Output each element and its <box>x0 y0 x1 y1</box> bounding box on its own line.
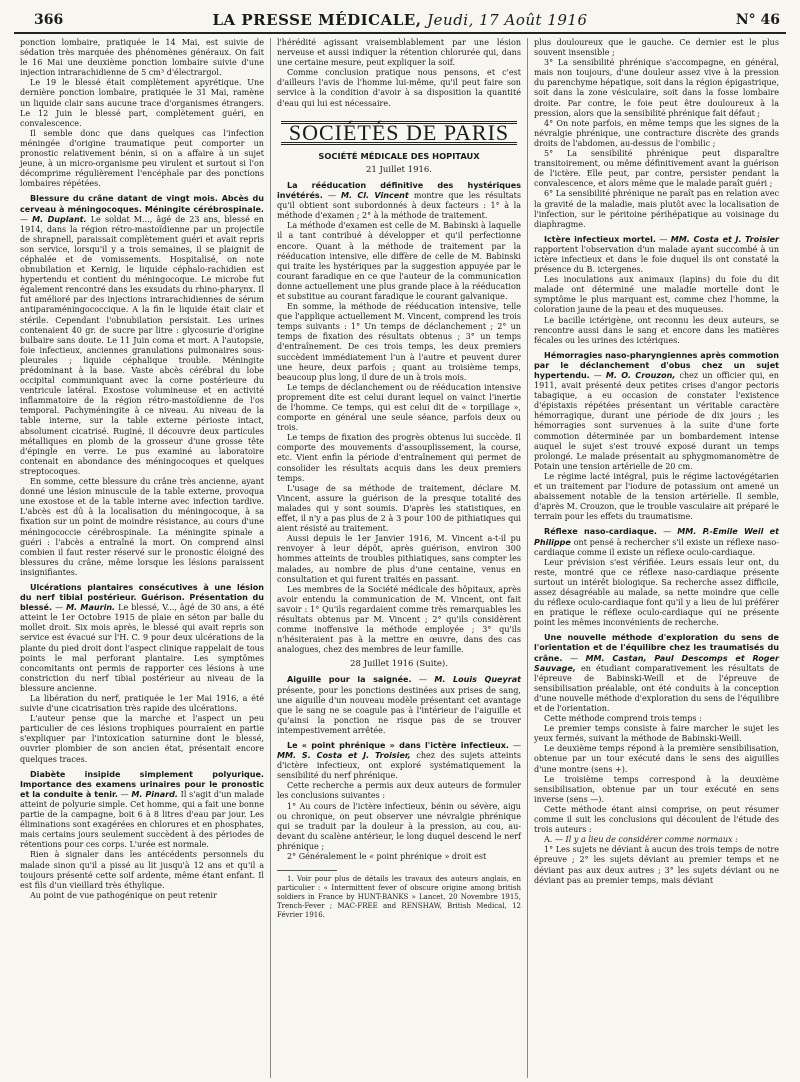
article-author: M. O. Crouzon, <box>605 371 676 380</box>
paragraph: L'auteur pense que la marche et l'aspect un peu particulier de ces lésions trophiques pourraient en partie s'expliquer par l'intoxication saturnine dont le blessé, ouvrier plombier de son ancien état, présentait encore quelques traces. <box>20 714 264 764</box>
session-date: 28 Juillet 1916 (Suite). <box>350 659 448 670</box>
section-banner <box>277 121 521 145</box>
paragraph: Le temps de fixation des progrès obtenus lui succède. Il comporte des mouvements d'assouplissement, la course, etc. Vient enfin la période d'entraînement qui permet de consolider les résultats acquis dans les deux premiers temps. <box>277 433 521 483</box>
paragraph: Les inoculations aux animaux (lapins) du foie du dit malade ont déterminé une maladie mortelle dont le symptôme le plus marquant est, comme chez l'homme, la coloration jaune de la peau et des muqueuses. <box>534 275 779 315</box>
issue-number: N° 46 <box>735 12 780 28</box>
article-heading: Aiguille pour la saignée. <box>287 675 412 685</box>
article-text: Le soldat M..., âgé de 23 ans, blessé en 1914, dans la région rétro-mastoïdienne par un projectile de shrapnell, paraissait complètement guéri et avait repris son service, lorsqu'il y a trois semaines, il se plaignit de céphalée et de vomissements. Hospitalisé, on note obnubilation et Kernig, le liquide céphalo-rachidien est hypertendu et contient du méningocoque. Le microbe fut également rencontré dans les exsudats du rhino-pharynx. Il fut amélioré par des injections intrarachidiennes de sérum antiparaméningococcique. A la fin le liquide était clair et stérile. Cependant l'obnubilation persistait. Les urines contenaient 40 gr. de sucre par litre : glycosurie d'origine bulbaire sans doute. Le 11 Juin coma et mort. A l'autopsie, foie infectieux, anciennes granulations pulmonaires sous-pleurales ; liquide céphalique trouble. Méningite prédominant à la base. Vaste abcès cérébral du lobe occipital communiquant avec la corne postérieure du ventricule latéral. Exostose volumineuse et en activité inflammatoire de la région rétro-mastoïdienne de l'os temporal. Pachyméningite à ce niveau. Au niveau de la table interne, sur la table externe périoste intact, absolument cicatrisé. Ruginé, il découvre deux particules métalliques en plomb de la grosseur d'une grosse tête d'épingle en verre. Le pus examiné au laboratoire contenait en abondance des méningocoques et quelques streptocoques. <box>20 214 264 476</box>
society-name: SOCIÉTÉ MÉDICALE DES HOPITAUX <box>318 150 480 161</box>
list-marker: A. — <box>544 835 563 845</box>
paragraph: Le 19 le blessé était complètement apyrétique. Une dernière ponction lombaire, pratiquée le 31 Mai, ramène un liquide clair sans aucune trace d'organismes étrangers. Le 12 Juin le blessé part, complètement guéri, en convalescence. <box>20 78 264 128</box>
paragraph: Au point de vue pathogénique on peut retenir <box>30 890 217 900</box>
section-title: SOCIÉTÉS DE PARIS <box>281 121 517 145</box>
paragraph: Cette méthode étant ainsi comprise, on peut résumer comme il suit les conclusions qui découlent de l'étude des trois auteurs : <box>534 804 779 835</box>
article-heading: Le « point phrénique » dans l'ictère infectieux. <box>287 741 509 750</box>
paragraph: Le premier temps consiste à faire marcher le sujet les yeux fermés, suivant la méthode de Babinski-Weill. <box>534 724 779 744</box>
article-heading: Diabète insipide simplement polyurique. Importance des examens urinaires pour le pronostic et la conduite à tenir. <box>20 769 264 799</box>
article-heading: Blessure du crâne datant de vingt mois. Abcès du cerveau à méningocoques. Méningite cérébrospinale. <box>20 194 264 214</box>
article-author: MM. P.-Emile Weil et Philippe <box>534 527 779 547</box>
article: Blessure du crâne datant de vingt mois. Abcès du cerveau à méningocoques. Méningite cérébrospinale. — M. Duplant. Le soldat M..., âgé de 23 ans, blessé en 1914, dans la région rétro-mastoïdienne par un projectile de shrapnell, paraissait complètement guéri et avait repris son service, lorsqu'il y a trois semaines, il se plaignit de céphalée et de vomissements. Hospitalisé, on note obnubilation et Kernig, le liquide céphalo-rachidien est hypertendu et contient du méningocoque. Le microbe fut également rencontré dans les exsudats du rhino-pharynx. Il fut amélioré par des injections intrarachidiennes de sérum antiparaméningococcique. A la fin le liquide était clair et stérile. Cependant l'obnubilation persistait. Les urines contenaient 40 gr. de sucre par litre : glycosurie d'origine bulbaire sans doute. Le 11 Juin coma et mort. A l'autopsie, foie infectieux, anciennes granulations pulmonaires sous-pleurales ; liquide céphalique trouble. Méningite prédominant à la base. Vaste abcès cérébral du lobe occipital communiquant avec la corne postérieure du ventricule latéral. Exostose volumineuse et en activité inflammatoire de la région rétro-mastoïdienne de l'os temporal. Pachyméningite à ce niveau. Au niveau de la table interne, sur la table externe périoste intact, absolument cicatrisé. Ruginé, il découvre deux particules métalliques en plomb de la grosseur d'une grosse tête d'épingle en verre. Le pus examiné au laboratoire contenait en abondance des méningocoques et quelques streptocoques. <box>20 194 264 476</box>
journal-title: LA PRESSE MÉDICALE, <box>212 11 422 29</box>
article: Le « point phrénique » dans l'ictère infectieux. — MM. S. Costa et J. Troisier, chez des sujets atteints d'ictère infectieux, ont exploré systématiquement la sensibilité du nerf phrénique. <box>277 741 521 781</box>
article: Une nouvelle méthode d'exploration du sens de l'orientation et de l'équilibre chez les traumatisés du crâne. — MM. Castan, Paul Descomps et Roger Sauvage, en étudiant comparativement les résultats de l'épreuve de Babinski-Weill et de l'épreuve de sensibilisation préalable, ont été conduits à la conception d'une nouvelle méthode d'exploration du sens de l'équilibre et de l'orientation. <box>534 633 779 713</box>
paragraph: Le bacille ictérigène, ont reconnu les deux auteurs, se rencontre aussi dans le sang et encore dans les matières fécales ou les urines des ictériques. <box>534 315 779 345</box>
article-text: montre que les résultats qu'il obtient sont subordonnés à deux facteurs : 1° à la méthode d'examen ; 2° à la méthode de traitement. <box>277 191 522 221</box>
paragraph: Rien à signaler dans les antécédents personnels du malade sinon qu'il a pissé au lit jusqu'à 12 ans et qu'il a toujours présenté cette soif ardente, même étant enfant. Il est fils d'un vieillard très éthylique. <box>20 850 264 890</box>
paragraph <box>534 835 779 845</box>
page-header <box>14 10 786 34</box>
article-text: chez des sujets atteints d'ictère infectieux, ont exploré systématiquement la sensibilité du nerf phrénique. <box>277 751 521 781</box>
article-author: M. Pinard. <box>131 789 178 799</box>
paragraph: 2° Généralement le « point phrénique » droit est <box>287 852 487 862</box>
paragraph: Comme conclusion pratique nous pensons, et c'est d'ailleurs l'avis de l'homme lui-même, qu'il peut faire son service à la condition d'avoir à sa disposition la quantité d'eau qui lui est nécessaire. <box>277 68 521 108</box>
article-text: Le blessé, V..., âgé de 30 ans, a été atteint le 1er Octobre 1915 de plaie en séton par balle du mollet droit. Six mois après, le blessé qui avait repris son service est évacué sur l'H. C. 9 pour deux ulcérations de la plante du pied droit dont l'aspect clinique rappelait de tous points le mal perforant plantaire. Les symptômes concomitants ont permis de rapporter ces lésions à une constriction du nerf tibial postérieur au niveau de la blessure ancienne. <box>20 603 265 693</box>
article: Aiguille pour la saignée. — M. Louis Queyrat présente, pour les ponctions destinées aux prises de sang, une aiguille d'un nouveau modèle présentant cet avantage que le sang ne se coagule pas à l'intérieur de l'aiguille et qu'ainsi la ponction ne risque pas de se trouver intempestivement arrêtée. <box>277 675 521 735</box>
paragraph: Le régime lacté intégral, puis le régime lactovégétarien et un traitement par l'iodure de potassium ont amené un abaissement notable de la tension artérielle. Il semble, d'après M. Crouzon, que le trouble vasculaire ait préparé le terrain pour les effets du traumatisme. <box>534 471 779 522</box>
article-heading: La rééducation définitive des hystériques invétérés. <box>277 180 521 201</box>
article: La rééducation définitive des hystériques invétérés. — M. Cl. Vincent montre que les résultats qu'il obtient sont subordonnés à deux facteurs : 1° à la méthode d'examen ; 2° à la méthode de traitement. <box>277 180 522 221</box>
article-text: chez un officier qui, en 1911, avait présenté deux petites crises d'angor pectoris tabagique, a eu occasion de constater l'existence d'épistaxis répétées présentant un véritable caractère hémorragique, durant une période de dix jours ; les hémorragies sont survenues à la suite d'une forte commotion déterminée par un bombardement intense auquel le sujet s'est trouvé exposé durant un temps prolongé. Le malade présentait au sphygmomanomètre de Potain une tension artérielle de 20 cm. <box>534 371 779 471</box>
paragraph: Cette recherche a permis aux deux auteurs de formuler les conclusions suivantes : <box>277 781 521 801</box>
paragraph: Il semble donc que dans quelques cas l'infection méningée d'origine traumatique peut comporter un pronostic relativement bénin, si on a affaire à un sujet jeune, à un micro-organisme peu virulent et surtout si l'on décomprime régulièrement l'encéphale par des ponctions lombaires répétées. <box>20 128 264 189</box>
article-heading: Ulcérations plantaires consécutives à une lésion du nerf tibial postérieur. Guérison. Présentation du blessé. <box>20 582 264 613</box>
list-heading: Il y a lieu de considérer comme normaux : <box>565 835 738 845</box>
article-author: M. Maurin. <box>66 603 116 613</box>
article-author: M. Duplant. <box>32 214 87 224</box>
footnote: 1. Voir pour plus de détails les travaux des auteurs anglais, en particulier : « Intermittent fever of obscure origine among british soldiers in France by HUNT-BANKS » Lancet, 20 Novembre 1915, Trench-Fever ; MAC-FREE and RENSHAW, British Medical, 12 Février 1916. <box>277 875 521 920</box>
article: Réflexe naso-cardiaque. — MM. P.-Emile Weil et Philippe ont pensé à rechercher s'il existe un réflexe naso-cardiaque comme il existe un réflexe oculo-cardiaque. <box>534 527 779 557</box>
article-author: MM. Castan, Paul Descomps et Roger Sauvage, <box>534 653 779 673</box>
paragraph: L'usage de sa méthode de traitement, déclare M. Vincent, assure la guérison de la presque totalité des malades qui y sont soumis. D'après les statistiques, en effet, il n'y a pas plus de 2 à 3 pour 100 de pithiatiques qui aient résisté au traitement. <box>277 483 521 534</box>
paragraph: l'hérédité agissant vraisemblablement par une lésion nerveuse et aussi indiquer la rétention chlorurée qui, dans une certaine mesure, peut expliquer la soif. <box>277 38 521 68</box>
session-date: 21 Juillet 1916. <box>365 164 433 175</box>
issue-date: Jeudi, 17 Août 1916 <box>427 11 588 29</box>
article-heading: Ictère infectieux mortel. <box>544 234 656 244</box>
paragraph: 4° On note parfois, en même temps que les signes de la névralgie phrénique, une contracture discrète des grands droits de l'abdomen, au-dessus de l'ombilic ; <box>534 118 779 148</box>
article-author: MM. S. Costa et J. Troisier, <box>277 751 411 761</box>
paragraph: plus douloureux que le gauche. Ce dernier est le plus souvent insensible ; <box>534 38 779 58</box>
article-text: présente, pour les ponctions destinées aux prises de sang, une aiguille d'un nouveau modèle présentant cet avantage que le sang ne se coagule pas à l'intérieur de l'aiguille et qu'ainsi la ponction ne risque pas de se trouver intempestivement arrêtée. <box>277 685 521 735</box>
paragraph: 1° Les sujets ne déviant à aucun des trois temps de notre épreuve ; 2° les sujets déviant au premier temps et ne déviant pas aux deux autres ; 3° les sujets déviant ou ne déviant pas au premier temps, mais déviant <box>534 845 779 885</box>
paragraph: Le deuxième temps répond à la première sensibilisation, obtenue par un tour exécuté dans le sens des aiguilles d'une montre (sens +). <box>534 744 779 774</box>
article-author: M. Louis Queyrat <box>434 675 521 685</box>
column-right <box>528 38 785 1078</box>
journal-masthead <box>14 11 786 29</box>
article-author: MM. Costa et J. Troisier <box>670 234 779 244</box>
article-text: ont pensé à rechercher s'il existe un réflexe naso-cardiaque comme il existe un réflexe oculo-cardiaque. <box>534 537 779 557</box>
article: Diabète insipide simplement polyurique. Importance des examens urinaires pour le pronostic et la conduite à tenir. — M. Pinard. Il s'agit d'un malade atteint de polyurie simple. Cet homme, qui a fait une bonne partie de la campagne, boit 6 à 8 litres d'eau par jour. Les éliminations sont exagérées en chlorures et en phosphates, mais certains jours seulement succèdent à des périodes de rétentions pour ces corps. L'urée est normale. <box>20 769 265 850</box>
paragraph: ponction lombaire, pratiquée le 14 Mai, est suivie de sédation très marquée des phénomènes généraux. On fait le 16 Mai une deuxième ponction lombaire suivie d'une injection intrarachidienne de 5 cm³ d'électrargol. <box>20 38 264 78</box>
paragraph: Aussi depuis le 1er Janvier 1916, M. Vincent a-t-il pu renvoyer à leur dépôt, après guérison, environ 300 hommes atteints de troubles pithiatiques, sans compter les malades, au nombre de plus d'une centaine, venus en consultation et qui furent traités en passant. <box>277 534 521 584</box>
paragraph: 3° La sensibilité phrénique s'accompagne, en général, mais non toujours, d'une douleur assez vive à la pression du parenchyme hépatique, soit dans la région épigastrique, soit dans la zone vésiculaire, soit dans la fosse lombaire droite. Par contre, le foie peut être douloureux à la pression, alors que la sensibilité phrénique fait défaut ; <box>534 58 779 118</box>
article-text: Il s'agit d'un malade atteint de polyurie simple. Cet homme, qui a fait une bonne partie de la campagne, boit 6 à 8 litres d'eau par jour. Les éliminations sont exagérées en chlorures et en phosphates, mais certains jours seulement succèdent à des périodes de rétentions pour ces corps. L'urée est normale. <box>20 789 265 850</box>
column-left <box>14 38 271 1078</box>
paragraph: 1° Au cours de l'ictère infectieux, bénin ou sévère, aigu ou chronique, on peut observer une névralgie phrénique qui se traduit par la douleur à la pression, au cou, au-devant du scalène antérieur, le long duquel descend le nerf phrénique ; <box>277 801 521 851</box>
paragraph: En somme, la méthode de rééducation intensive, telle que l'applique actuellement M. Vincent, comprend les trois temps suivants : 1° Un temps de déclanchement ; 2° un temps de fixation des résultats obtenus ; 3° un temps d'entraînement. De ces trois temps, les deux premiers succèdent immédiatement l'un à l'autre et peuvent durer une heure, deux parfois ; quant au troisième temps, beaucoup plus long, il dure de un à trois mois. <box>277 302 521 382</box>
article-heading: Une nouvelle méthode d'exploration du sens de l'orientation et de l'équilibre chez les traumatisés du crâne. <box>534 633 779 663</box>
paragraph: Le troisième temps correspond à la deuxième sensibilisation, obtenue par un tour exécuté en sens inverse (sens —). <box>534 774 779 804</box>
paragraph: Les membres de la Société médicale des hôpitaux, après avoir entendu la communication de M. Vincent, ont fait savoir : 1° Qu'ils regardaient comme très remarquables les résultats obtenus par M. Vincent ; 2° qu'ils considèrent comme inoffensive la méthode employée ; 3° qu'ils n'hésiteraient pas à la mettre en œuvre, dans des cas analogues, chez des membres de leur famille. <box>277 584 521 655</box>
paragraph: Leur prévision s'est vérifiée. Leurs essais leur ont, du reste, montré que ce réflexe naso-cardiaque présente surtout un intérêt biologique. Sa recherche assez difficile, assez désagréable au malade, sa nette moindre que celle du réflexe oculo-cardiaque font qu'il y a lieu de lui préférer en pratique le réflexe oculo-cardiaque qui ne présente point les mêmes inconvénients de recherche. <box>534 557 779 628</box>
article: Ulcérations plantaires consécutives à une lésion du nerf tibial postérieur. Guérison. Présentation du blessé. — M. Maurin. Le blessé, V..., âgé de 30 ans, a été atteint le 1er Octobre 1915 de plaie en séton par balle du mollet droit. Six mois après, le blessé qui avait repris son service est évacué sur l'H. C. 9 pour deux ulcérations de la plante du pied droit dont l'aspect clinique rappelait de tous points le mal perforant plantaire. Les symptômes concomitants ont permis de rapporter ces lésions à une constriction du nerf tibial postérieur au niveau de la blessure ancienne. <box>20 582 265 693</box>
article-text: en étudiant comparativement les résultats de l'épreuve de Babinski-Weill et de l'épreuve de sensibilisation préalable, ont été conduits à la conception d'une nouvelle méthode d'exploration du sens de l'équilibre et de l'orientation. <box>534 663 779 713</box>
page-number: 366 <box>34 12 64 28</box>
paragraph: Cette méthode comprend trois temps : <box>544 714 702 724</box>
article-heading: Réflexe naso-cardiaque. <box>544 527 657 537</box>
article-heading: Hémorragies naso-pharyngiennes après commotion par le déclanchement d'obus chez un sujet hypertendu. <box>534 350 779 380</box>
column-middle <box>271 38 528 1078</box>
paragraph: La méthode d'examen est celle de M. Babinski à laquelle il a tant contribué à développer et qu'il perfectionne encore. Quant à la méthode de traitement par la rééducation intensive, elle diffère de celle de M. Babinski qui traite les hystériques par la suggestion appuyée par le courant faradique en ce que l'auteur de la communication donne actuellement une plus grande place à la rééducation et substitue au courant faradique le courant galvanique. <box>277 221 521 301</box>
paragraph: En somme, cette blessure du crâne très ancienne, ayant donné une lésion minuscule de la table externe, provoqua une exostose et de la table interne avec infection tardive. L'abcès est dû à la localisation du méningocoque, à sa fixation sur un point de moindre résistance, au cours d'une méningococcie cérébrospinale. La méningite spinale a guéri : l'abcès a entraîné la mort. On comprend ainsi combien il faut rester réservé sur le pronostic éloigné des blessures du crâne, même lorsque les lésions paraissent insignifiantes. <box>20 477 264 577</box>
paragraph: Le temps de déclanchement ou de rééducation intensive proprement dite est celui durant lequel on vainct l'inertie de l'homme. Ce temps, qui est celui dit de « torpillage », comporte en général une seule séance, parfois deux ou trois. <box>277 382 521 433</box>
paragraph: 5° La sensibilité phrénique peut disparaître transitoirement, ou même définitivement avant la guérison de l'ictère. Elle peut, par contre, persister pendant la convalescence, et alors même que le malade paraît guéri ; <box>534 149 779 189</box>
article-author: M. Cl. Vincent <box>340 191 409 201</box>
article: Ictère infectieux mortel. — MM. Costa et J. Troisier rapportent l'observation d'un malade ayant succombé à un ictère infectieux et dans le foie duquel ils ont constaté la présence du B. ictergenes. <box>534 234 779 275</box>
paragraph: La libération du nerf, pratiquée le 1er Mai 1916, a été suivie d'une cicatrisation très rapide des ulcérations. <box>20 694 264 714</box>
article: Hémorragies naso-pharyngiennes après commotion par le déclanchement d'obus chez un sujet hypertendu. — M. O. Crouzon, chez un officier qui, en 1911, avait présenté deux petites crises d'angor pectoris tabagique, a eu occasion de constater l'existence d'épistaxis répétées présentant un véritable caractère hémorragique, durant une période de dix jours ; les hémorragies sont survenues à la suite d'une forte commotion déterminée par un bombardement intense auquel le sujet s'est trouvé exposé durant un temps prolongé. Le malade présentait au sphygmomanomètre de Potain une tension artérielle de 20 cm. <box>534 350 779 471</box>
article-text: rapportent l'observation d'un malade ayant succombé à un ictère infectieux et dans le foie duquel ils ont constaté la présence du B. ictergenes. <box>534 244 779 275</box>
footnote-rule <box>277 870 337 871</box>
paragraph: 6° La sensibilité phrénique ne paraît pas en relation avec la gravité de la maladie, mais plutôt avec la localisation de l'infection, sur le péritoine périhépatique au voisinage du diaphragme. <box>534 189 779 229</box>
